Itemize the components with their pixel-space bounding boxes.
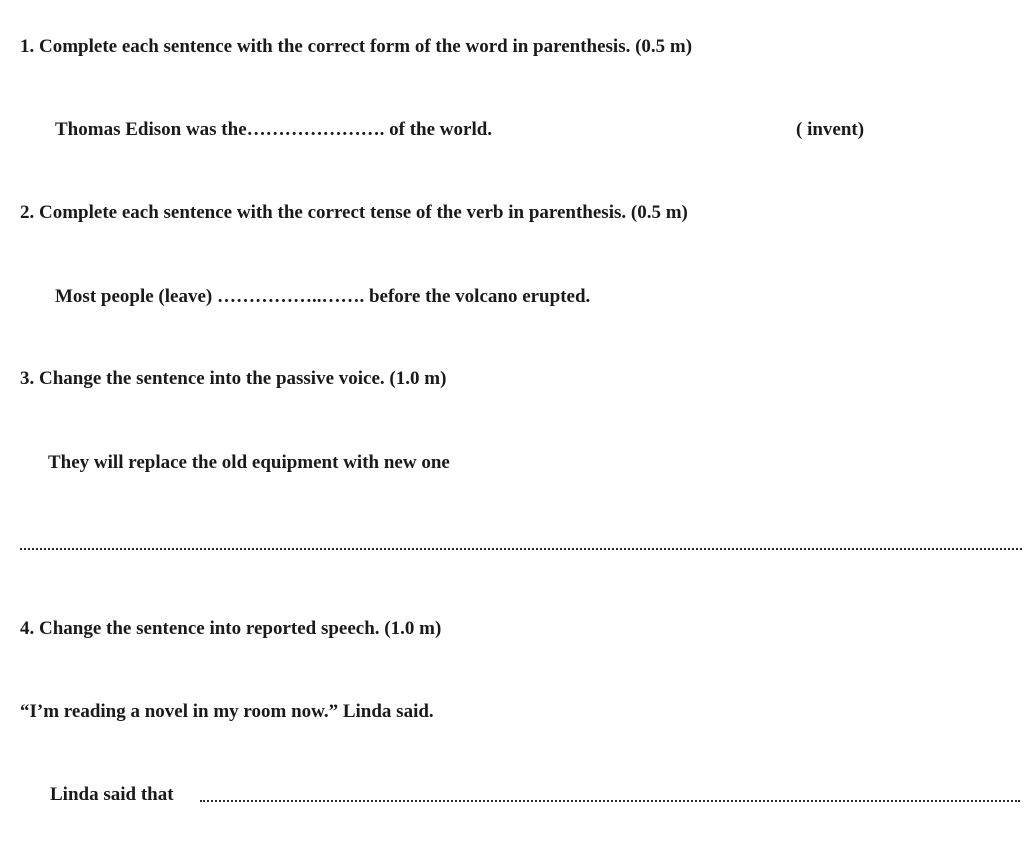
question-1-word-hint: ( invent)	[796, 119, 865, 140]
question-4-quote: “I’m reading a novel in my room now.” Linda said.	[20, 701, 434, 722]
question-2-sentence: Most people (leave) ……………..……. before the volcano erupted.	[55, 286, 591, 307]
question-3-sentence: They will replace the old equipment with new one	[48, 452, 450, 473]
question-1-instruction: 1. Complete each sentence with the correct form of the word in parenthesis. (0.5 m)	[20, 36, 693, 57]
question-4-instruction: 4. Change the sentence into reported speech. (1.0 m)	[20, 618, 442, 639]
question-3-instruction: 3. Change the sentence into the passive voice. (1.0 m)	[20, 368, 447, 389]
question-2-instruction: 2. Complete each sentence with the correct tense of the verb in parenthesis. (0.5 m)	[20, 202, 688, 223]
question-1-sentence: Thomas Edison was the…………………. of the world.	[55, 119, 493, 140]
question-4-answer-line[interactable]	[200, 800, 1020, 802]
question-4-prompt: Linda said that	[50, 784, 174, 805]
question-3-answer-line[interactable]	[20, 548, 1022, 550]
